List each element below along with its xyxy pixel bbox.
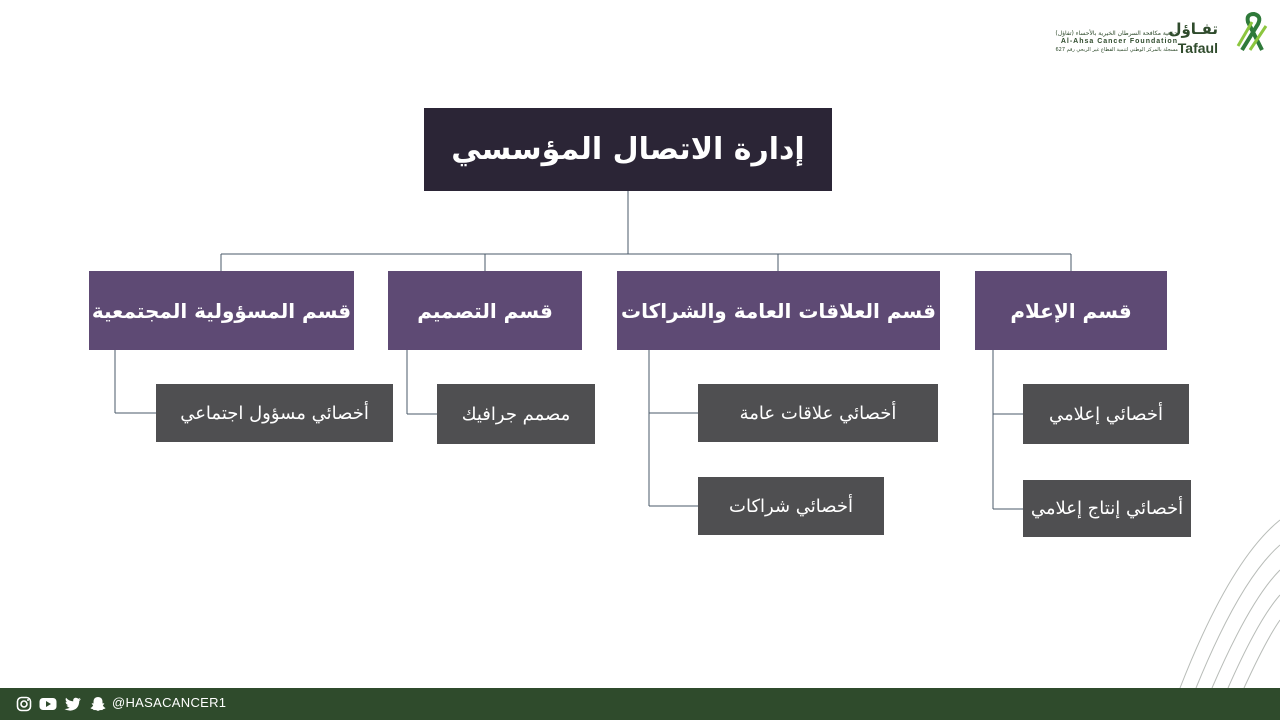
logo-english-name: Tafaul (1177, 40, 1218, 56)
twitter-icon[interactable] (64, 696, 82, 712)
role-media-production-specialist (1023, 480, 1191, 537)
role-graphic-designer (437, 384, 595, 444)
role-social-responsibility-specialist-label: أخصائي مسؤول اجتماعي (180, 402, 369, 424)
logo-english-full: Al-Ahsa Cancer Foundation (1060, 38, 1178, 45)
dept-public-relations (617, 271, 940, 350)
role-media-specialist (1023, 384, 1189, 444)
logo-arabic-name: تفـاؤل (1168, 20, 1218, 38)
dept-social-responsibility-label: قسم المسؤولية المجتمعية (91, 298, 352, 323)
role-media-specialist-label: أخصائي إعلامي (1048, 403, 1164, 425)
dept-public-relations-label: قسم العلاقات العامة والشراكات (621, 298, 936, 323)
social-handle[interactable]: @HASACANCER1 (112, 695, 227, 710)
role-pr-specialist-label: أخصائي علاقات عامة (739, 402, 897, 424)
dept-design (388, 271, 582, 350)
snapchat-icon[interactable] (90, 696, 106, 712)
role-graphic-designer-label: مصمم جرافيك (461, 403, 571, 425)
dept-media-label: قسم الإعلام (1010, 298, 1132, 323)
role-pr-specialist (698, 384, 938, 442)
role-social-responsibility-specialist (156, 384, 393, 442)
role-partnerships-specialist (698, 477, 884, 535)
role-media-production-specialist-label: أخصائي إنتاج إعلامي (1030, 498, 1184, 519)
logo-registration: مسجلة بالمركز الوطني لتنمية القطاع غير الربحي رقم 627 (1055, 47, 1178, 53)
root-label: إدارة الاتصال المؤسسي (451, 132, 805, 167)
role-partnerships-specialist-label: أخصائي شراكات (729, 495, 853, 517)
youtube-icon[interactable] (39, 696, 57, 712)
root-node (424, 108, 832, 191)
dept-design-label: قسم التصميم (417, 298, 553, 323)
dept-media (975, 271, 1167, 350)
instagram-icon[interactable] (16, 696, 32, 712)
dept-social-responsibility (89, 271, 354, 350)
logo-arabic-full: جمعية مكافحة السرطان الخيرية بالأحساء (تفاؤل) (1055, 30, 1178, 37)
